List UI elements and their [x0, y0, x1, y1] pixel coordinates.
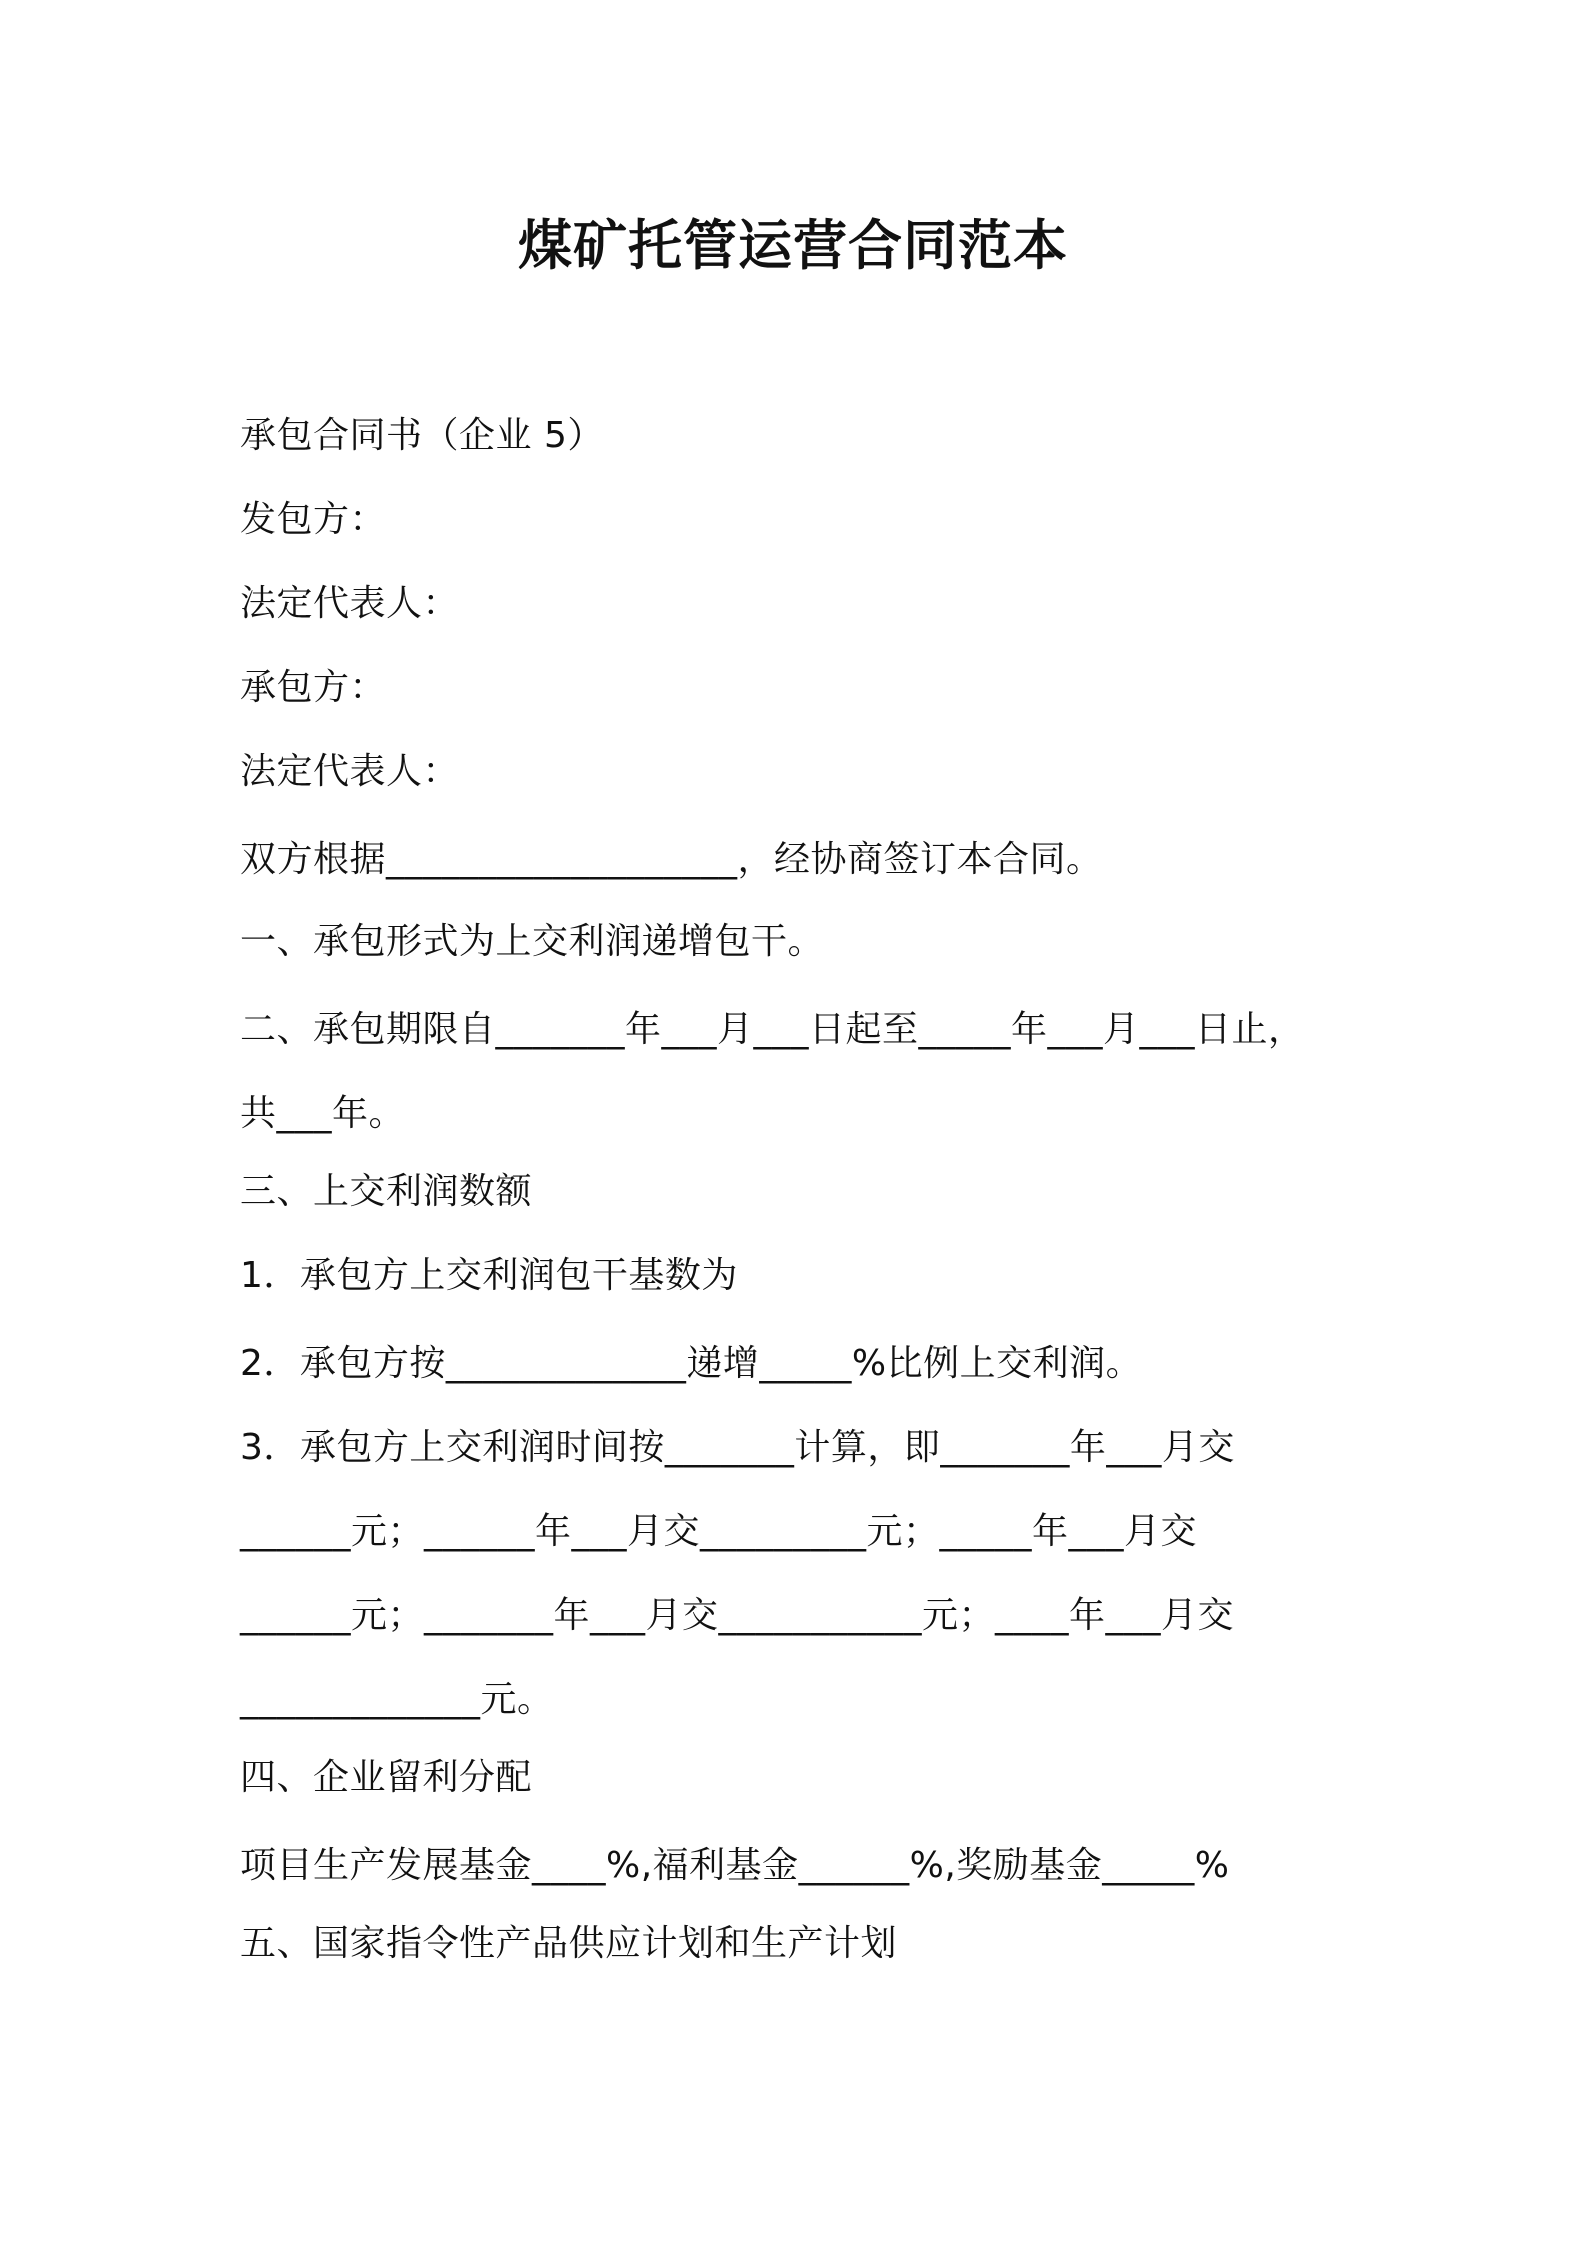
clause-2-continued: 共___年。 [240, 1093, 406, 1134]
clause-4-allocation: 项目生产发展基金____%,福利基金______%,奖励基金_____% [240, 1845, 1230, 1886]
clause-3-item-2: 2．承包方按_____________递增_____%比例上交利润。 [240, 1343, 1143, 1384]
contract-heading: 承包合同书（企业 5） [240, 415, 604, 456]
clause-3-item-3-line-3: ______元；_______年___月交___________元；____年___月交 [240, 1595, 1235, 1636]
clause-3-item-3-line-4: _____________元。 [240, 1679, 554, 1720]
clause-5-heading: 五、国家指令性产品供应计划和生产计划 [240, 1923, 898, 1964]
clause-2: 二、承包期限自_______年___月___日起至_____年___月___日止， [240, 1009, 1305, 1050]
clause-4-heading: 四、企业留利分配 [240, 1757, 533, 1798]
clause-3-item-1: 1．承包方上交利润包干基数为 [240, 1255, 738, 1296]
document-title: 煤矿托管运营合同范本 [518, 214, 1068, 277]
preamble-line: 双方根据___________________，经协商签订本合同。 [240, 839, 1103, 880]
clause-3-item-3: 3．承包方上交利润时间按_______计算，即_______年___月交 [240, 1427, 1235, 1468]
clause-3-heading: 三、上交利润数额 [240, 1171, 533, 1212]
party-a-label: 发包方： [240, 499, 387, 540]
clause-3-item-3-line-2: ______元；______年___月交_________元；_____年___月交 [240, 1511, 1198, 1552]
party-b-label: 承包方： [240, 667, 387, 708]
clause-1: 一、承包形式为上交利润递增包干。 [240, 921, 825, 962]
party-b-representative: 法定代表人： [240, 751, 460, 792]
party-a-representative: 法定代表人： [240, 583, 460, 624]
